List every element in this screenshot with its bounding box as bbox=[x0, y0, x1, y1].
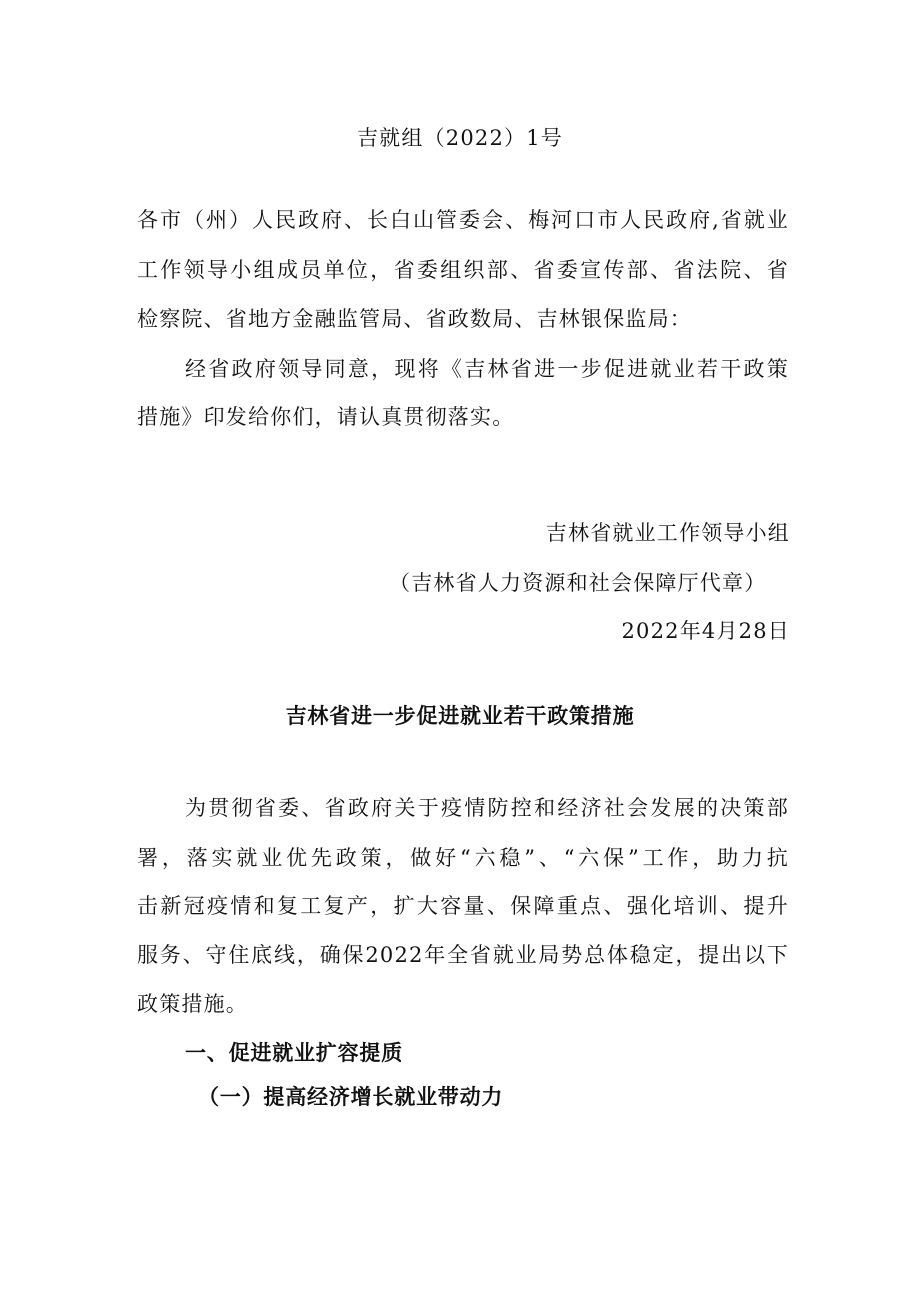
seal-note: （吉林省人力资源和社会保障厅代章） bbox=[389, 571, 767, 595]
notice-line: 经省政府领导同意，现将《吉林省进一步促进就业若干政策 bbox=[185, 357, 789, 381]
intro-line: 为贯彻省委、省政府关于疫情防控和经济社会发展的决策部 bbox=[185, 796, 789, 820]
intro-line: 击新冠疫情和复工复产，扩大容量、保障重点、强化培训、提升 bbox=[137, 894, 789, 918]
addressee-line: 工作领导小组成员单位，省委组织部、省委宣传部、省法院、省 bbox=[137, 258, 789, 282]
document-number: 吉就组（2022）1号 bbox=[356, 126, 563, 150]
addressee-line: 检察院、省地方金融监管局、省政数局、吉林银保监局： bbox=[137, 307, 692, 331]
subsection-heading: （一）提高经济增长就业带动力 bbox=[198, 1085, 504, 1109]
intro-line: 署，落实就业优先政策，做好“六稳”、“六保”工作，助力抗 bbox=[137, 846, 789, 870]
intro-line: 政策措施。 bbox=[137, 992, 248, 1016]
issuer-name: 吉林省就业工作领导小组 bbox=[545, 521, 790, 545]
section-heading: 一、促进就业扩容提质 bbox=[185, 1041, 403, 1065]
addressee-line: 各市（州）人民政府、长白山管委会、梅河口市人民政府,省就业 bbox=[137, 208, 789, 232]
issue-date: 2022年4月28日 bbox=[621, 619, 790, 643]
notice-line: 措施》印发给你们，请认真贯彻落实。 bbox=[137, 405, 515, 429]
intro-line: 服务、守住底线，确保2022年全省就业局势总体稳定，提出以下 bbox=[137, 943, 789, 967]
policy-title: 吉林省进一步促进就业若干政策措施 bbox=[285, 704, 635, 728]
